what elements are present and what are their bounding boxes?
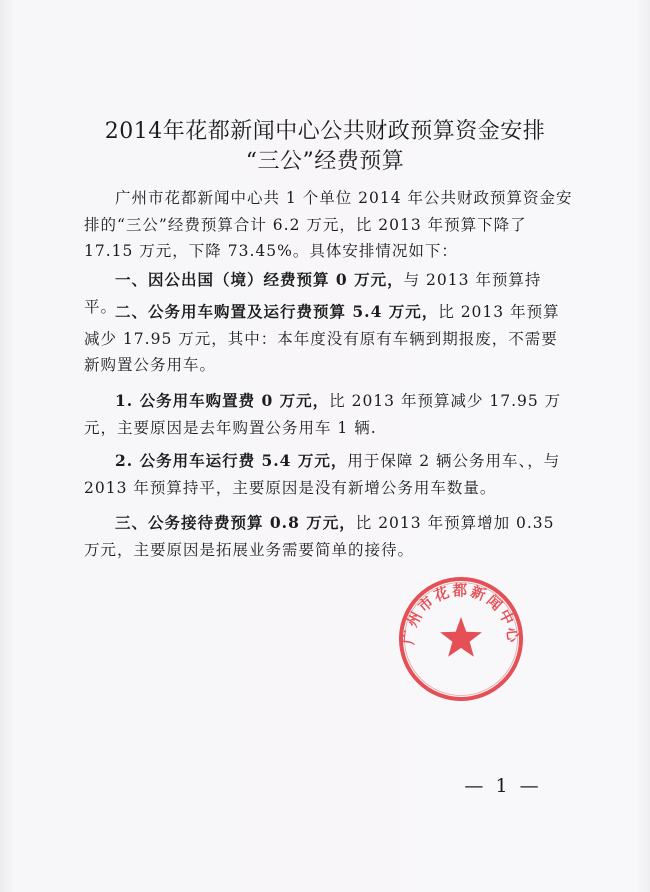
- page-number: — 1 —: [464, 775, 542, 797]
- vehicle-operation-text: 用于保障 2 辆公务用车、，与 2013 年预算持平，主要原因是没有新增公务用车数量。: [84, 452, 561, 497]
- document-title: 2014年花都新闻中心公共财政预算资金安排: [104, 119, 546, 144]
- vehicle-purchase-text: 比 2013 年预算减少 17.95 万元，主要原因是去年购置公务用车 1 辆.: [84, 392, 562, 437]
- reception-text: 比 2013 年预算增加 0.35 万元，主要原因是拓展业务需要简单的接待。: [84, 514, 555, 559]
- intro-paragraph: 广州市花都新闻中心共 1 个单位 2014 年公共财政预算资金安排的“三公”经费预算合计 6.2 万元，比 2013 年预算下降了17.15 万元，下降 73.45%。具体安排情况如下：: [84, 189, 573, 260]
- paragraph-vehicle-purchase: [84, 388, 574, 441]
- vehicle-operation-heading: 2. 公务用车运行费 5.4 万元，: [115, 451, 348, 470]
- vehicle-costs-heading: 二、公务用车购置及运行费预算 5.4 万元，: [115, 302, 439, 321]
- seal-star-icon: [440, 617, 482, 657]
- vehicle-purchase-heading: 1. 公务用车购置费 0 万元，: [115, 391, 330, 410]
- vehicle-costs-text: 比 2013 年预算减少 17.95 万元，其中：本年度没有原有车辆到期报废，不需要新购置公务用车。: [84, 303, 560, 374]
- paragraph-vehicle-operation: [84, 448, 574, 501]
- overseas-travel-text: 与 2013 年预算持平。: [84, 271, 542, 316]
- document-subtitle: “三公”经费预算: [245, 149, 405, 174]
- paragraph-reception: [84, 510, 574, 563]
- paragraph-vehicle-costs: [84, 299, 574, 379]
- seal-text: 广州市花都新闻中心: [401, 583, 521, 646]
- reception-heading: 三、公务接待费预算 0.8 万元，: [115, 513, 356, 532]
- official-seal-stamp: [396, 574, 526, 704]
- overseas-travel-heading: 一、因公出国（境）经费预算 0 万元，: [115, 270, 404, 289]
